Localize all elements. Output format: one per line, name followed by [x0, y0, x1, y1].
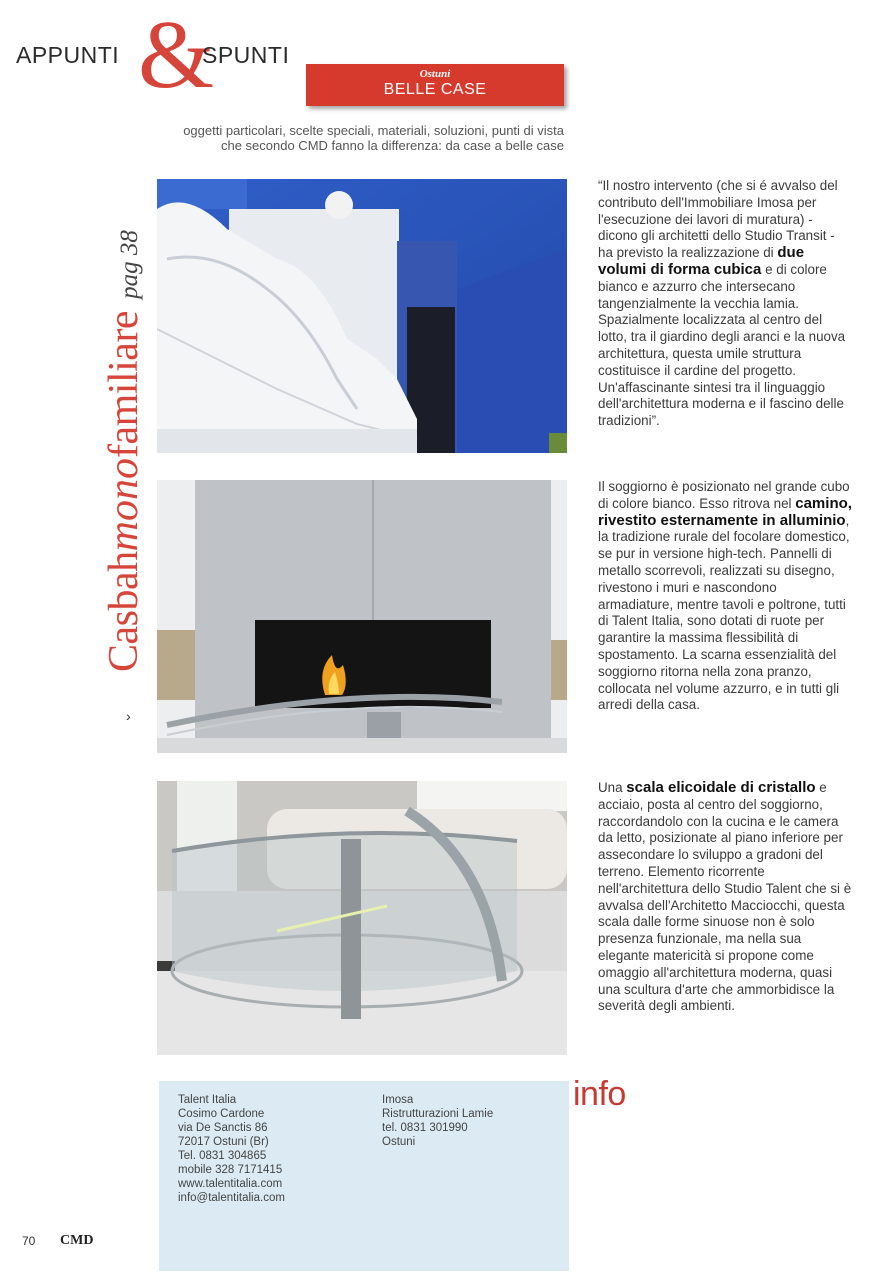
- text-block-2-part-2: , la tradizione rurale del focolare domestico, se pur in versione high-tech. Pannelli di metallo scorrevoli, realizzati su disegno, rivestono i muri e nascondono armadiature, mentre tavoli e poltrone, tutti di Talent Italia, sono dotati di ruote per garantire la massima flessibilità di spostamento. La scarna essenzialità del soggiorno ritorna nella zona pranzo, collocata nel volume azzurro, e in tutti gli arredi della casa.: [598, 512, 850, 713]
- text-block-3-part-1: Una: [598, 780, 627, 795]
- magazine-name: CMD: [60, 1233, 94, 1248]
- text-block-2-bold: camino, rivestito esternamente in alluminio: [598, 494, 852, 529]
- text-block-2: [598, 479, 852, 714]
- intro-line-1: oggetti particolari, scelte speciali, materiali, soluzioni, punti di vista: [183, 123, 564, 138]
- info-line: Ostuni: [382, 1136, 416, 1148]
- title-part-mono: mono: [101, 458, 147, 552]
- info-line: 72017 Ostuni (Br): [178, 1136, 269, 1148]
- title-part-casbah: Casbah: [101, 551, 147, 672]
- section-banner: [306, 64, 564, 106]
- photo-fireplace: [157, 480, 567, 753]
- intro-text: [120, 123, 564, 153]
- text-block-3: [598, 780, 852, 1015]
- photo-spiral-staircase: [157, 781, 567, 1055]
- info-line: via De Sanctis 86: [178, 1122, 268, 1134]
- text-block-1-part-1: “Il nostro intervento (che si é avvalso del contributo dell'Immobiliare Imosa per l'esecuzione dei lavori di muratura) - dicono gli architetti dello Studio Transit - ha previsto la realizzazione di: [598, 178, 838, 261]
- text-block-3-bold: scala elicoidale di cristallo: [626, 779, 816, 796]
- text-block-3-part-2: e acciaio, posta al centro del soggiorno, raccordandolo con la cucina e le camera da letto, posizionate al piano inferiore per assecondare lo sviluppo a gradoni del terreno. Elemento ricorrente nell'architettura dello Studio Talent che si è avvalsa dell'Architetto Macciocchi, questa scala dalle forme sinuose non è solo presenza funzionale, ma nella sua elegante matericità si propone come omaggio all'architettura moderna, quasi una scultura d'arte che ammorbidisce la severità degli ambienti.: [598, 780, 852, 1014]
- header-word-spunti: SPUNTI: [202, 42, 290, 68]
- title-part-familiare: familiare: [101, 310, 147, 458]
- header-word-appunti: APPUNTI: [16, 42, 120, 68]
- text-block-1: [598, 178, 846, 430]
- banner-subtitle: Ostuni: [419, 68, 451, 80]
- vertical-article-title: [100, 230, 148, 672]
- info-line: info@talentitalia.com: [178, 1192, 285, 1204]
- info-line: Tel. 0831 304865: [178, 1150, 267, 1162]
- info-line: Ristrutturazioni Lamie: [382, 1108, 494, 1120]
- arrow-icon: ›: [126, 708, 131, 724]
- banner-title: BELLE CASE: [383, 81, 487, 98]
- page-number: 70: [22, 1234, 36, 1248]
- info-line: Cosimo Cardone: [178, 1108, 265, 1120]
- text-block-1-bold: due volumi di forma cubica: [598, 244, 805, 278]
- title-page-ref: pag 38: [116, 230, 143, 299]
- info-label: info: [573, 1075, 626, 1113]
- intro-line-2: che secondo CMD fanno la differenza: da case a belle case: [220, 138, 564, 153]
- info-line: mobile 328 7171415: [178, 1164, 283, 1176]
- info-column-imosa: [382, 1093, 493, 1149]
- header-ampersand: &: [138, 1, 215, 109]
- info-line: tel. 0831 301990: [382, 1122, 468, 1134]
- text-block-1-part-2: e di colore bianco e azzurro che intersecano tangenzialmente la vecchia lamia. Spazialmente localizzata al centro del lotto, tra il giardino degli aranci e la nuova architettura, questa umile struttura costituisce il cardine del progetto. Un'affascinante sintesi tra il linguaggio dell'architettura moderna e il fascino delle tradizioni”.: [598, 261, 846, 429]
- info-line: Talent Italia: [178, 1094, 237, 1106]
- photo-exterior-cubes: [157, 179, 567, 453]
- info-line: Imosa: [382, 1094, 414, 1106]
- text-block-2-part-1: Il soggiorno è posizionato nel grande cubo di colore bianco. Esso ritrova nel: [598, 479, 850, 511]
- info-column-talent: [178, 1093, 285, 1205]
- info-line: www.talentitalia.com: [178, 1178, 283, 1190]
